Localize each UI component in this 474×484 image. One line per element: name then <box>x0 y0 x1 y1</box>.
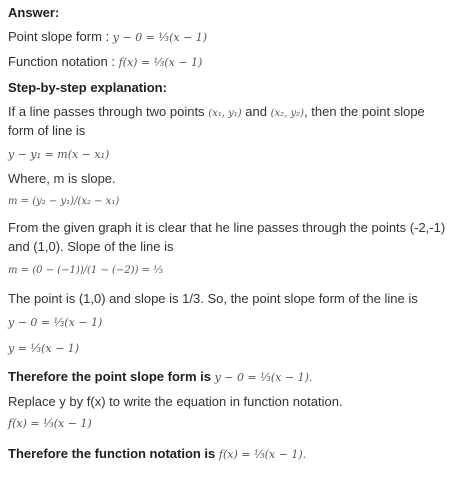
where-text: Where, m is slope. <box>8 171 116 186</box>
point-slope-label: Point slope form : <box>8 29 110 44</box>
therefore-point-slope-line <box>8 369 312 386</box>
intro-text-b: , then the point slope <box>304 104 425 119</box>
slope-calculation: m = (0 − (−1))/(1 − (−2)) = ⅓ <box>8 265 163 276</box>
formula-point-slope: y − y₁ = m(x − x₁) <box>8 148 110 161</box>
intro-point-2: (x₂, y₂) <box>270 108 305 119</box>
equation-1: y − 0 = ⅓(x − 1) <box>8 316 103 329</box>
function-notation-label: Function notation : <box>8 54 115 69</box>
intro-text-a: If a line passes through two points <box>8 104 205 119</box>
therefore-point-slope-text: Therefore the point slope form is <box>8 369 211 384</box>
point-slope-text: The point is (1,0) and slope is 1/3. So, the point slope form of the line is <box>8 291 418 306</box>
equation-2: y = ⅓(x − 1) <box>8 342 80 355</box>
therefore-function-text: Therefore the function notation is <box>8 446 216 461</box>
intro-point-1: (x₁, y₁) <box>208 108 242 119</box>
graph-text-line-1: From the given graph it is clear that he line passes through the points (-2,-1) <box>8 220 446 235</box>
function-notation-math: f(x) = ⅓(x − 1) <box>118 56 203 69</box>
therefore-function-math: f(x) = ⅓(x − 1). <box>218 448 307 461</box>
explanation-heading: Step-by-step explanation: <box>8 80 167 95</box>
point-slope-math: y − 0 = ⅓(x − 1) <box>112 31 208 44</box>
intro-line-1 <box>8 104 425 122</box>
therefore-function-line <box>8 446 306 463</box>
formula-slope: m = (y₂ − y₁)/(x₂ − x₁) <box>8 196 120 207</box>
intro-line-2: form of line is <box>8 123 86 138</box>
therefore-point-slope-math: y − 0 = ⅓(x − 1). <box>214 371 313 384</box>
equation-3: f(x) = ⅓(x − 1) <box>8 417 92 430</box>
graph-text-line-2: and (1,0). Slope of the line is <box>8 239 174 254</box>
replace-text: Replace y by f(x) to write the equation in function notation. <box>8 394 343 409</box>
point-slope-answer-line <box>8 29 207 46</box>
intro-and: and <box>245 104 267 119</box>
answer-heading: Answer: <box>8 5 60 20</box>
function-notation-answer-line <box>8 54 202 71</box>
